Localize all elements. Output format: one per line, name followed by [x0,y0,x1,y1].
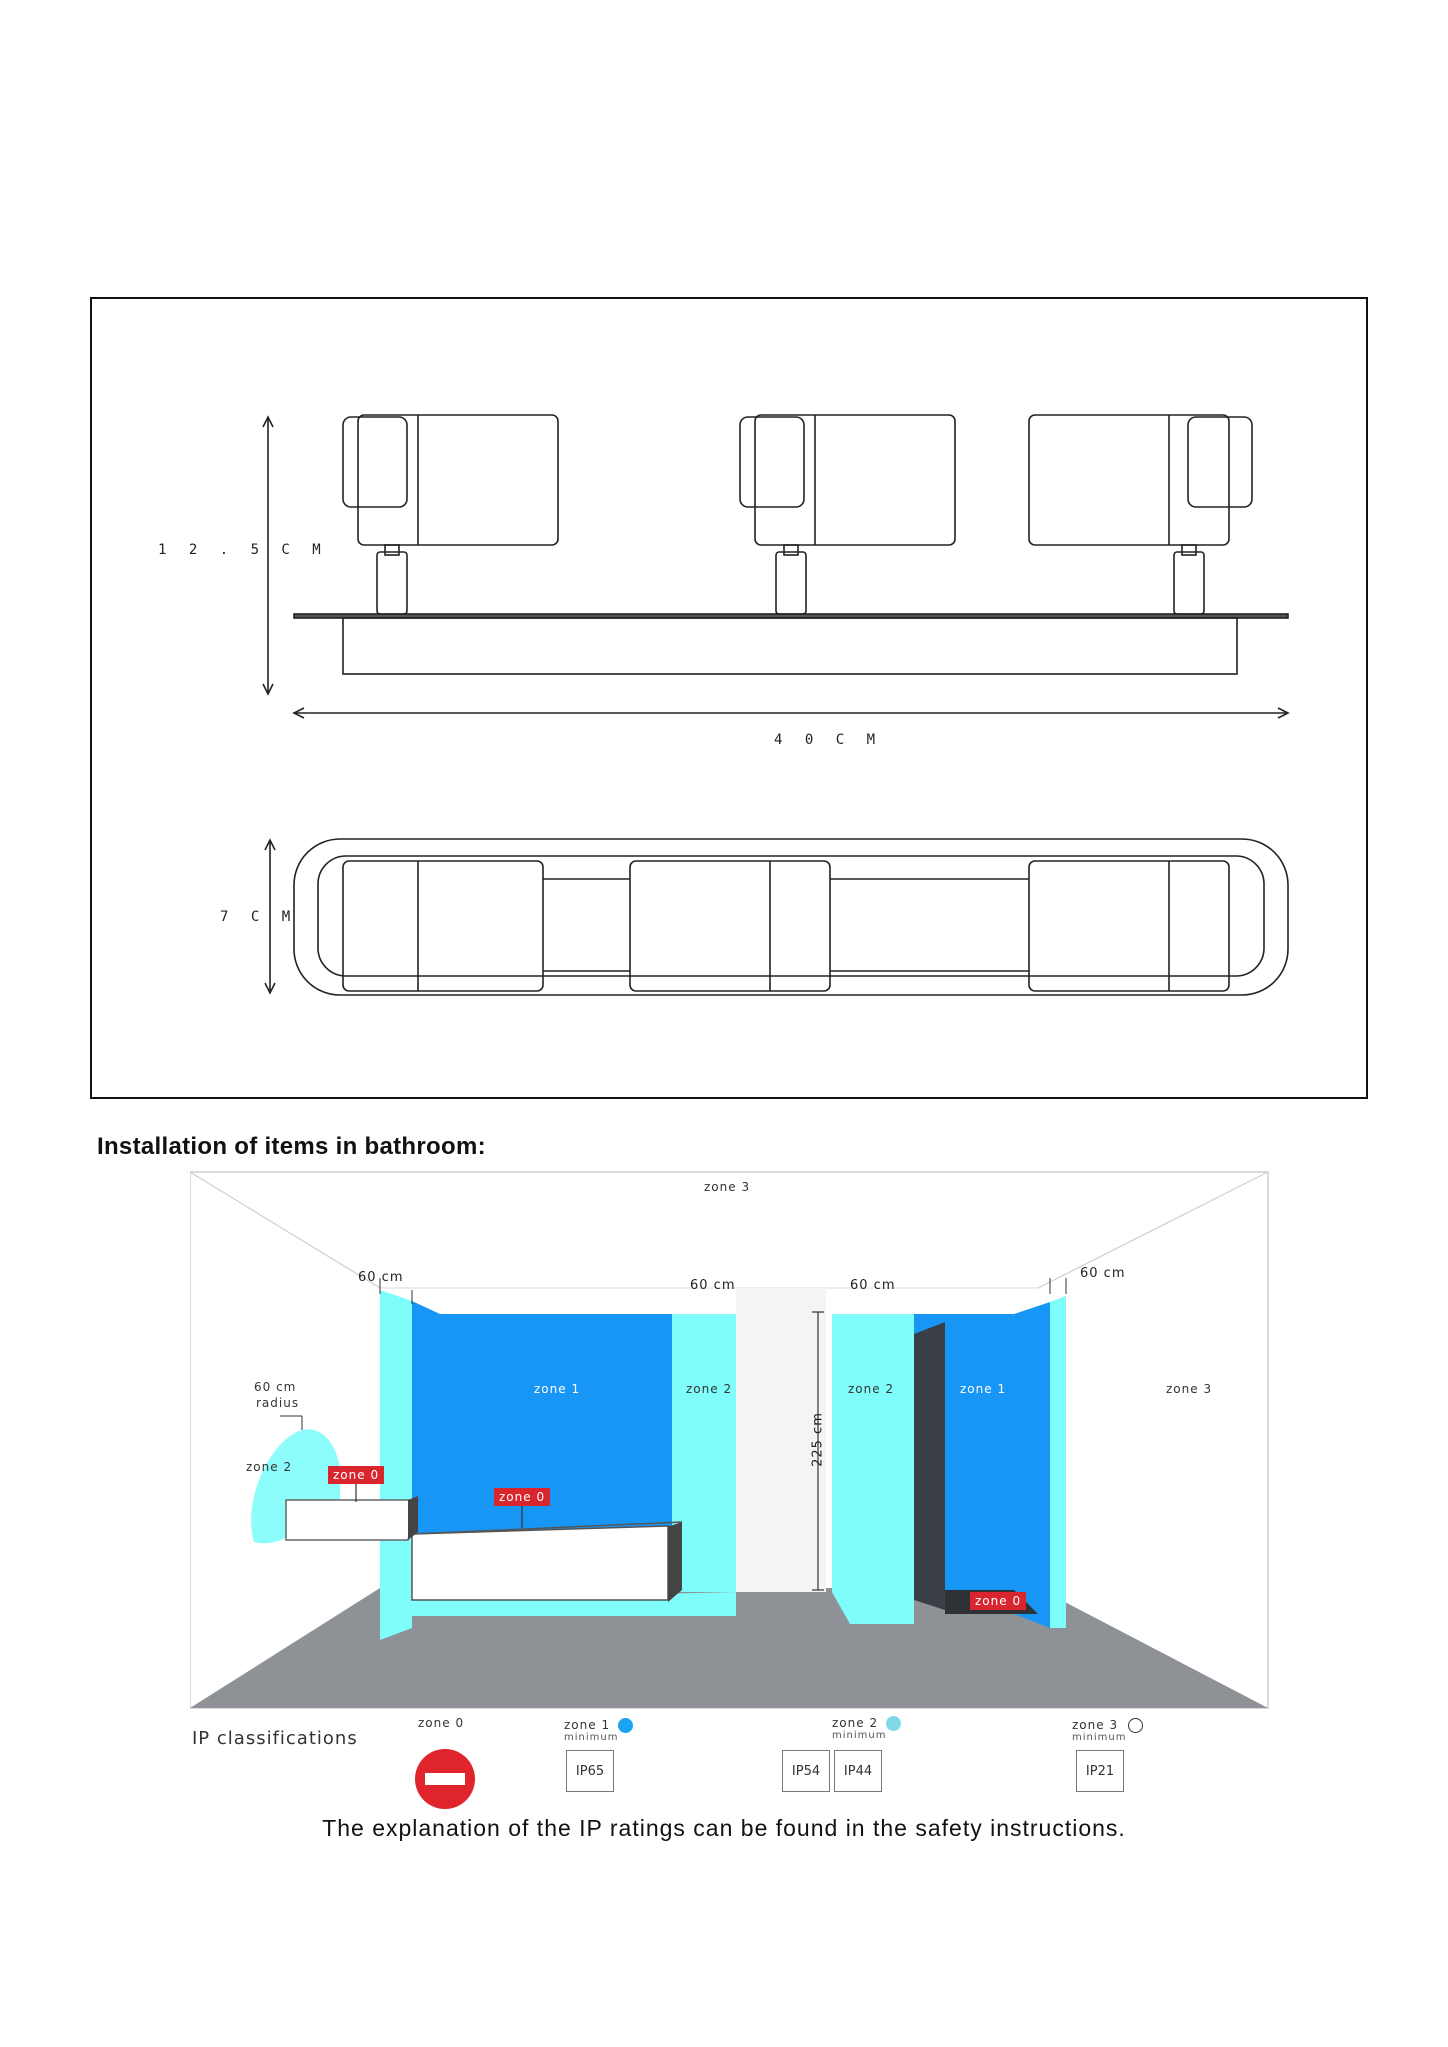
zone2-sink-label: zone 2 [246,1460,293,1474]
radius-label-line1: 60 cm [254,1380,297,1394]
width-dimension-label: 4 0 C M [774,732,883,748]
no-entry-icon [414,1748,476,1810]
ip-classifications-title: IP classifications [192,1728,358,1749]
ip-zone2-label: zone 2 [832,1716,879,1730]
dim-60cm-left: 60 cm [358,1270,404,1285]
ip-ratings-footnote: The explanation of the IP ratings can be found in the safety instructions. [322,1815,1126,1841]
zone0-bath-tag: zone 0 [494,1488,550,1506]
ip-zone0-label: zone 0 [418,1716,465,1730]
height-dimension-label: 1 2 . 5 C M [158,542,328,558]
radius-label-line2: radius [256,1396,300,1410]
zone3-top-label: zone 3 [704,1180,751,1194]
zone1-bath-label: zone 1 [534,1382,581,1396]
spot-head-2 [740,415,955,545]
bathroom-zones-diagram [190,1170,1270,1826]
zone2-bath-label: zone 2 [686,1382,733,1396]
ip44-badge: IP44 [834,1750,882,1792]
dimension-drawing [92,299,1366,1097]
ip65-badge: IP65 [566,1750,614,1792]
dimension-drawing-frame [90,297,1368,1099]
ip-zone2-minimum: minimum [832,1730,887,1741]
section-heading: Installation of items in bathroom: [97,1133,486,1160]
ip54-badge: IP54 [782,1750,830,1792]
ip21-badge: IP21 [1076,1750,1124,1792]
ip-zone1-label: zone 1 [564,1718,611,1732]
dim-60cm-right: 60 cm [1080,1266,1126,1281]
depth-dimension-label: 7 C M [220,909,298,925]
zone0-sink-tag: zone 0 [328,1466,384,1484]
zone0-shower-tag: zone 0 [970,1592,1026,1610]
dim-60cm-mid-left: 60 cm [690,1278,736,1293]
spot-head-3 [1029,415,1252,545]
zone1-shower-label: zone 1 [960,1382,1007,1396]
ip-zone3-label: zone 3 [1072,1718,1119,1732]
dim-60cm-mid-right: 60 cm [850,1278,896,1293]
spot-head-1 [343,415,558,545]
zone3-color-dot [1128,1718,1143,1733]
height-225cm-label: 225 cm [810,1412,826,1467]
ip-zone3-minimum: minimum [1072,1732,1127,1743]
zone1-color-dot [618,1718,633,1733]
zone2-color-dot [886,1716,901,1731]
zone3-right-label: zone 3 [1166,1382,1213,1396]
ip-zone1-minimum: minimum [564,1732,619,1743]
zone2-shower-label: zone 2 [848,1382,895,1396]
